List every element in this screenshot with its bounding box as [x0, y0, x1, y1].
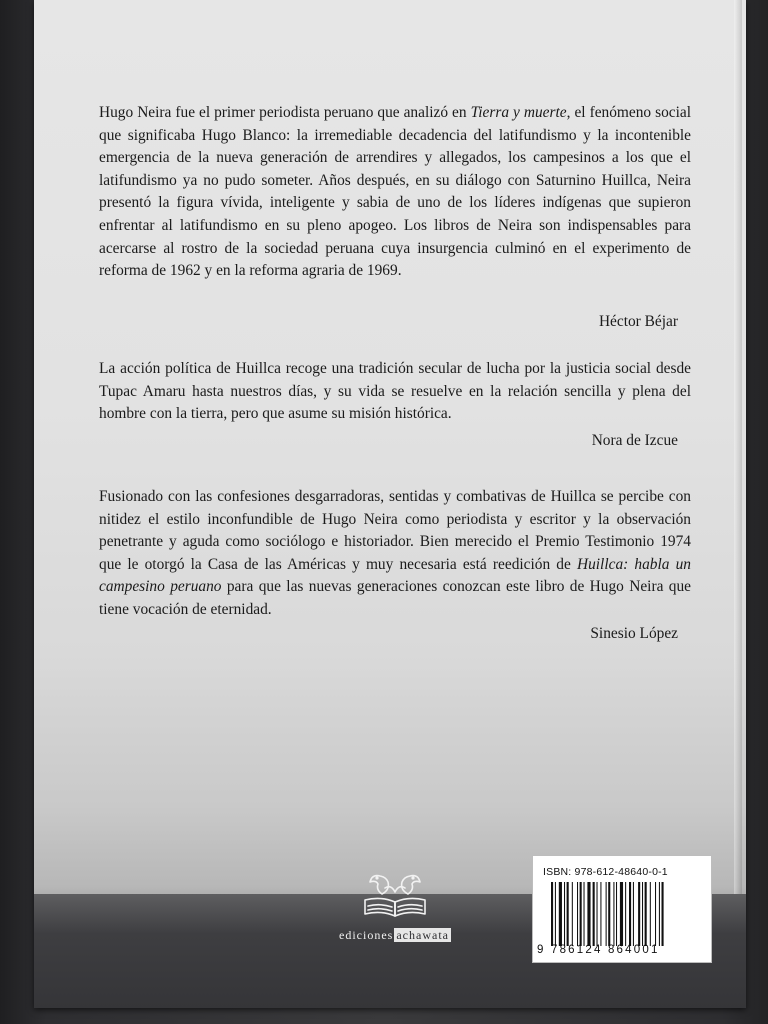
barcode-bar: [559, 882, 562, 946]
publisher-logo: [320, 858, 470, 958]
blurb-1: [99, 102, 691, 283]
blurb-3-segment-1: Fusionado con las confesiones desgarradoras, sentidas y combativas de Huillca se percibe con nitidez el estilo inconfundible de Hugo Neira como periodista y escritor y la observación penetrante y aguda como sociólogo e historiador. Bien merecido el Premio Testimonio 1974 que le otorgó la Casa de las Américas y muy necesaria está reedición de: [99, 488, 691, 573]
barcode-bar: [587, 882, 590, 946]
barcode-bar: [613, 882, 614, 946]
blurb-3-segment-2: Huillca: habla un campesino peruano: [99, 555, 691, 596]
blurb-3-author: Sinesio López: [590, 625, 678, 642]
isbn-label: ISBN: 978-612-48640-0-1: [543, 866, 668, 878]
barcode-bar: [580, 882, 582, 946]
barcode-bar: [567, 882, 569, 946]
blurb-2: [99, 358, 691, 426]
barcode-bar: [597, 882, 598, 946]
blurb-2-segment-1: La acción política de Huillca recoge una tradición secular de lucha por la justicia social desde Tupac Amaru hasta nuestros días, y su vida se resuelve en la relación sencilla y plena del hombre con la tierra, pero que asume su misión histórica.: [99, 360, 691, 423]
publisher-name-part1: ediciones: [339, 928, 394, 942]
blurb-1-segment-3: , el fenómeno social que significaba Hugo Blanco: la irremediable decadencia del latifundismo y la incontenible emergencia de la nueva generación de arrendires y allegados, los campesinos a los que el latifundismo ya no pudo someter. Años después, en su diálogo con Saturnino Huillca, Neira presentó la figura vívida, inteligente y sabia de uno de los líderes indígenas que supieron enfrentar al latifundismo en su pleno apogeo. Los libros de Neira son indispensables para acercarse al rostro de la sociedad peruana cuya insurgencia culminó en el experimento de reforma de 1962 y en la reforma agraria de 1969.: [99, 104, 692, 280]
cover-edge: [734, 0, 742, 1008]
barcode-bar: [551, 882, 553, 946]
barcode-bar: [616, 882, 617, 946]
barcode-bar: [659, 882, 660, 946]
barcode-bar: [555, 882, 556, 946]
barcode-icon: [549, 882, 699, 946]
barcode-bar: [584, 882, 585, 946]
blurb-1-author: Héctor Béjar: [598, 313, 678, 330]
blurb-1-segment-1: Hugo Neira fue el primer periodista peruano que analizó en: [99, 104, 471, 121]
barcode-bar: [633, 882, 634, 946]
barcode-bar: [600, 882, 601, 946]
barcode-bar: [625, 882, 626, 946]
barcode-bar: [608, 882, 610, 946]
barcode-bar: [642, 882, 643, 946]
blurb-2-text: [99, 358, 691, 426]
barcode-bar: [620, 882, 623, 946]
blurb-1-segment-2: Tierra y muerte: [470, 104, 567, 121]
barcode-bar: [650, 882, 651, 946]
blurb-3-segment-3: para que las nuevas generaciones conozcan este libro de Hugo Neira que tiene vocación de eternidad.: [99, 578, 691, 618]
barcode-digits: 9 786124 864001: [537, 944, 660, 956]
barcode-bar: [593, 882, 595, 946]
barcode-bar: [629, 882, 631, 946]
barcode-bar: [638, 882, 640, 946]
blurb-1-text: [99, 102, 691, 283]
birds-on-open-book-icon: [350, 858, 440, 924]
barcode-bar: [655, 882, 656, 946]
barcode-bar: [662, 882, 664, 946]
publisher-name: [320, 928, 470, 943]
barcode-bar: [564, 882, 565, 946]
barcode-bar: [577, 882, 578, 946]
publisher-name-part2: achawata: [396, 928, 449, 942]
isbn-barcode-sticker: [532, 855, 712, 963]
barcode-bar: [606, 882, 607, 946]
barcode-bar: [645, 882, 647, 946]
blurb-2-author: Nora de Izcue: [591, 432, 678, 449]
barcode-bar: [572, 882, 573, 946]
blurb-3-text: [99, 486, 691, 622]
blurb-3: [99, 486, 691, 622]
